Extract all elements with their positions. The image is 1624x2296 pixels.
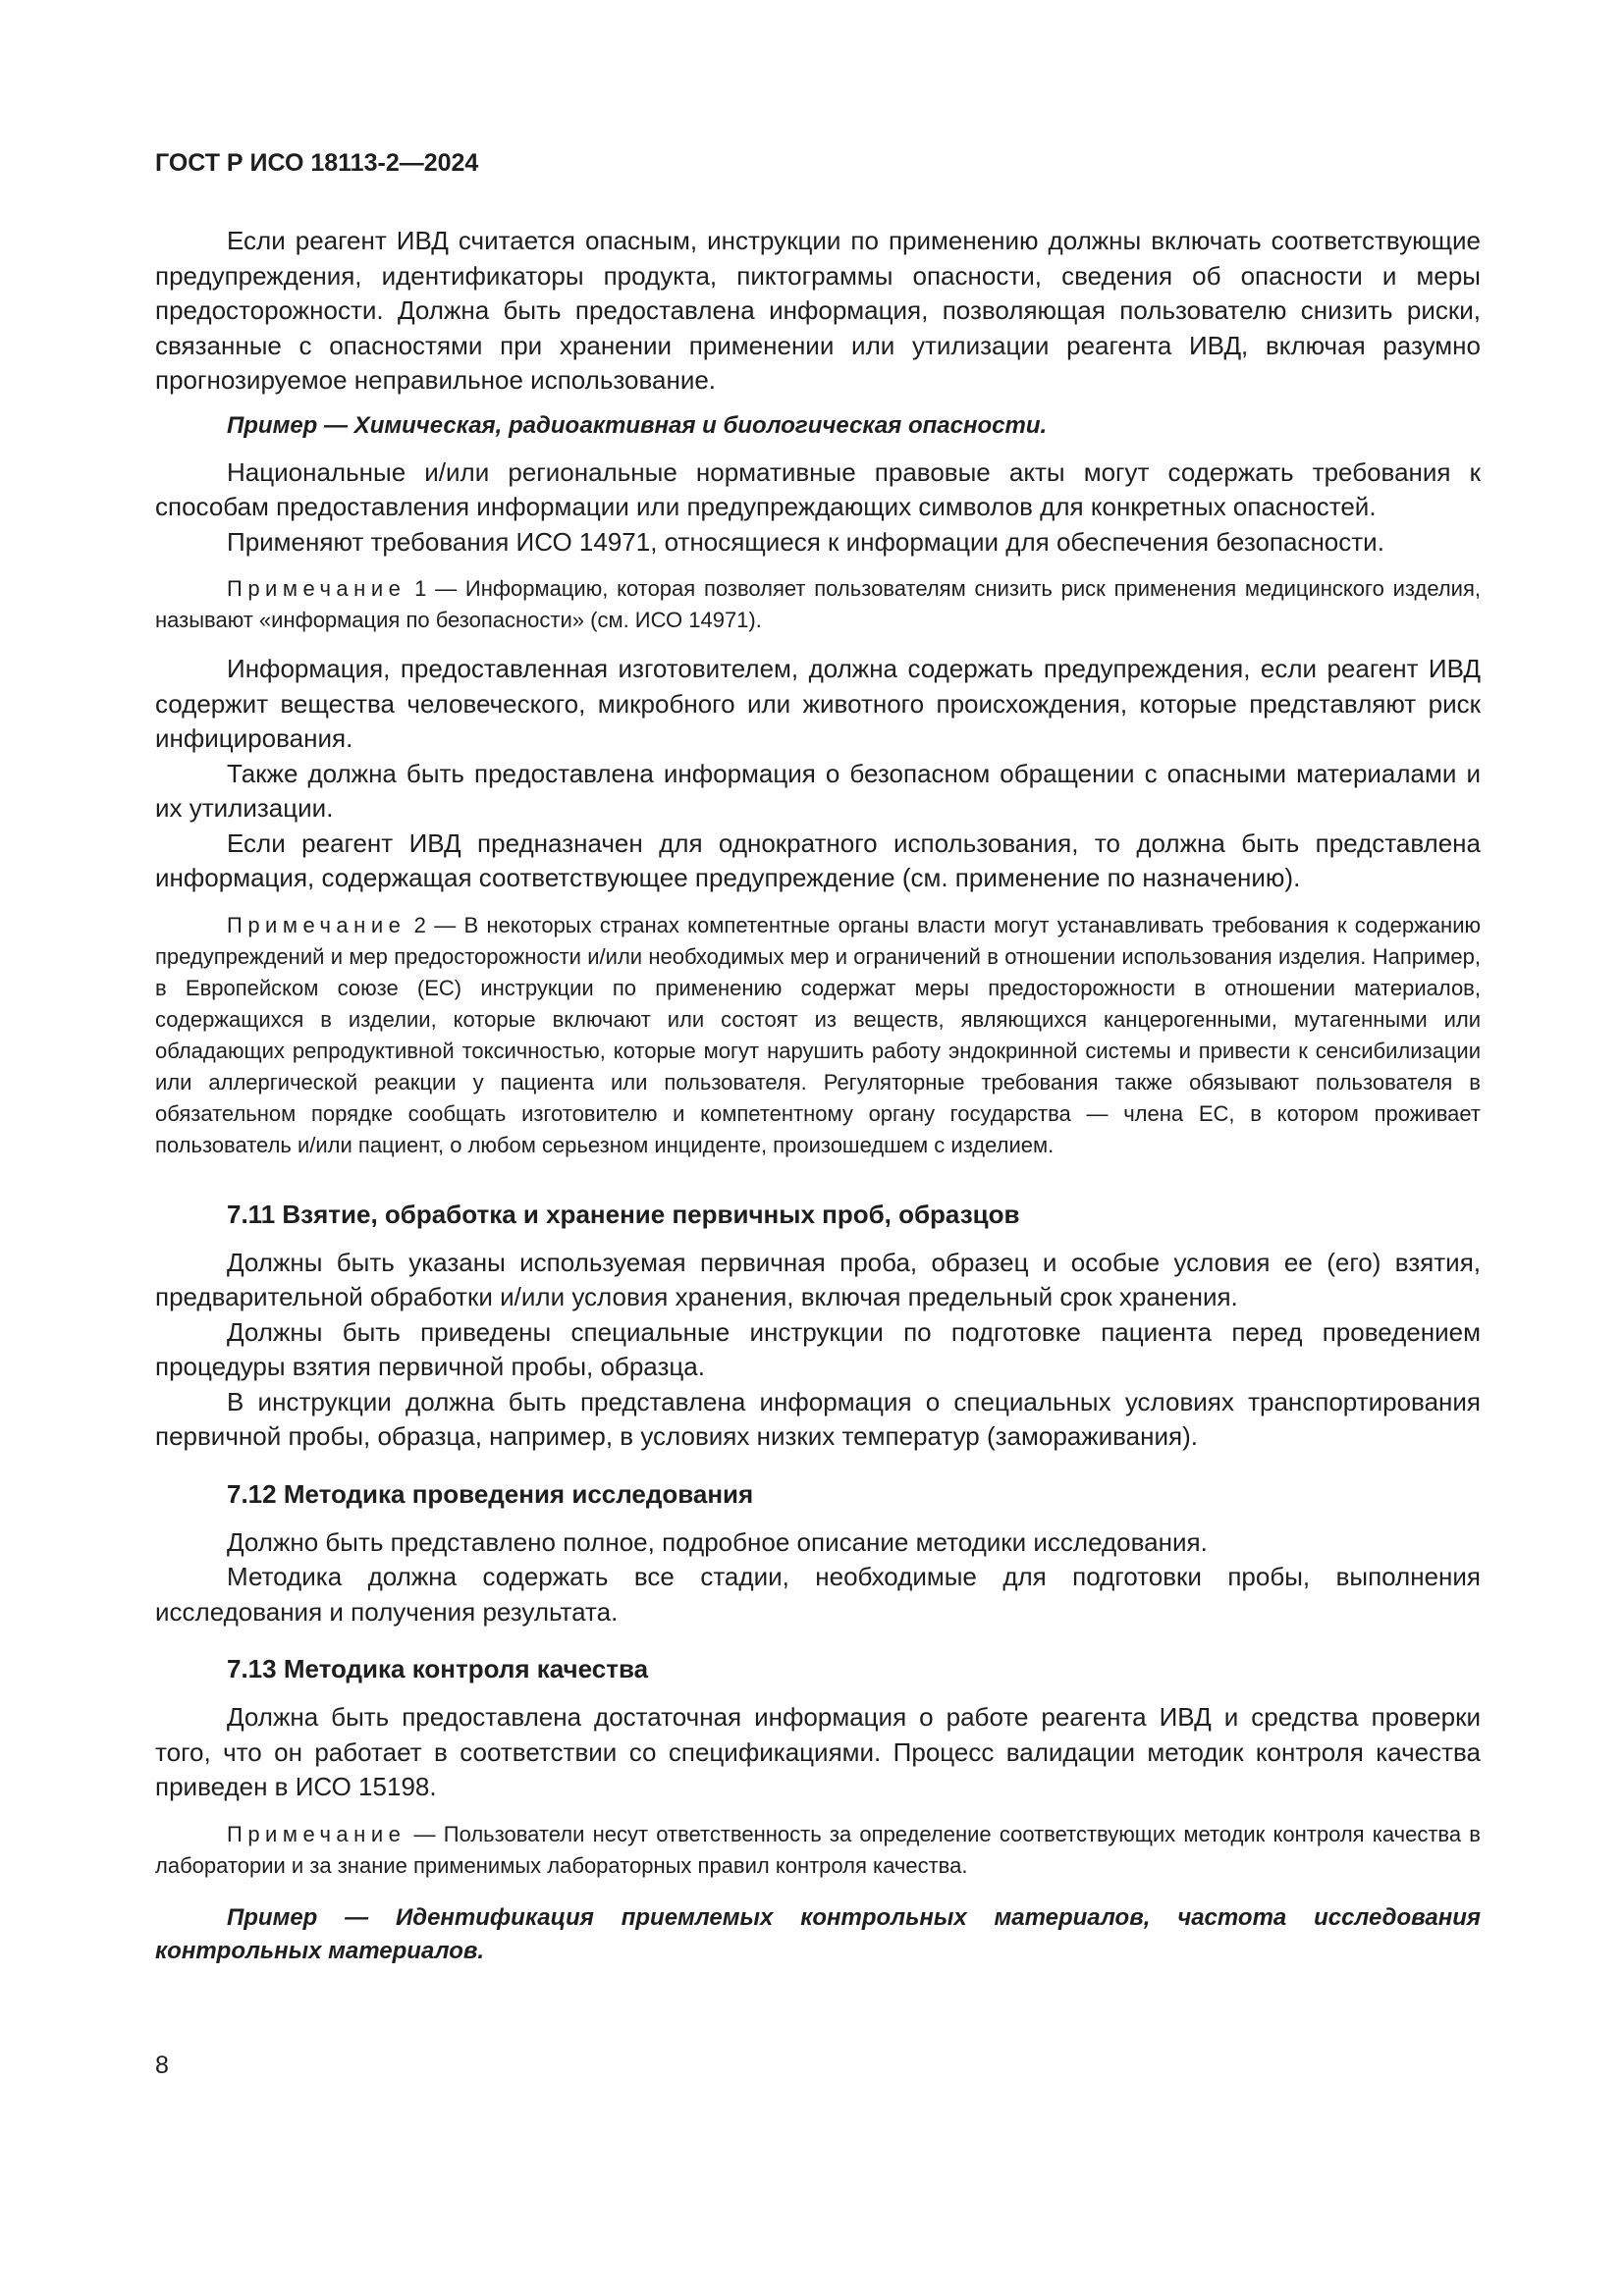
paragraph: Должно быть представлено полное, подробное описание методики исследования.	[227, 1526, 1208, 1557]
note-text: — Пользователи несут ответственность за определение соответствующих методик контроля качества в лаборатории и за знание применимых лабораторных правил контроля качества.	[155, 1821, 1481, 1878]
document-header: ГОСТ Р ИСО 18113-2—2024	[155, 149, 479, 177]
paragraph: Должна быть предоставлена достаточная информация о работе реагента ИВД и средства проверки того, что он работает в соответствии со спецификациями. Процесс валидации методик контроля качества приведен в ИСО 15198.	[155, 1702, 1481, 1801]
section-title-7-12: 7.12 Методика проведения исследования	[227, 1478, 754, 1509]
note-label: Примечание	[227, 576, 406, 601]
paragraph: В инструкции должна быть представлена информация о специальных условиях транспортирования первичной пробы, образца, например, в условиях низких температур (замораживания).	[155, 1386, 1481, 1451]
paragraph: Методика должна содержать все стадии, необходимые для подготовки пробы, выполнения исследования и получения результата.	[155, 1562, 1481, 1627]
note-text: 1 — Информацию, которая позволяет пользователям снизить риск применения медицинского изделия, называют «информация по безопасности» (см. ИСО 14971).	[155, 576, 1481, 632]
paragraph: Национальные и/или региональные нормативные правовые акты могут содержать требования к способам предоставления информации или предупреждающих символов для конкретных опасностей.	[155, 456, 1481, 521]
section-title-7-11: 7.11 Взятие, обработка и хранение первичных проб, образцов	[227, 1199, 1020, 1229]
paragraph: Должны быть приведены специальные инструкции по подготовке пациента перед проведением процедуры взятия первичной пробы, образца.	[155, 1316, 1481, 1381]
note-label: Примечание	[227, 1821, 406, 1846]
section-title-7-13: 7.13 Методика контроля качества	[227, 1654, 649, 1683]
paragraph: Применяют требования ИСО 14971, относящиеся к информации для обеспечения безопасности.	[227, 526, 1384, 557]
paragraph: Информация, предоставленная изготовителем, должна содержать предупреждения, если реагент ИВД содержит вещества человеческого, микробного или животного происхождения, которые представляют риск инфицирования.	[155, 654, 1481, 753]
paragraph: Если реагент ИВД считается опасным, инструкции по применению должны включать соответствующие предупреждения, идентификаторы продукта, пиктограммы опасности, сведения об опасности и меры предосторожности. Должна быть предоставлена информация, позволяющая пользователю снизить риски, связанные с опасностями при хранении применении или утилизации реагента ИВД, включая разумно прогнозируемое неправильное использование.	[155, 226, 1481, 395]
example-text: Пример — Идентификация приемлемых контрольных материалов, частота исследования контрольных материалов.	[155, 1903, 1481, 1964]
page-number: 8	[155, 2052, 169, 2079]
note-3	[155, 1819, 1481, 1882]
paragraph: Если реагент ИВД предназначен для однократного использования, то должна быть представлена информация, содержащая соответствующее предупреждение (см. применение по назначению).	[155, 828, 1481, 892]
note-label: Примечание	[227, 912, 406, 937]
paragraph: Также должна быть предоставлена информация о безопасном обращении с опасными материалами и их утилизации.	[155, 758, 1481, 823]
paragraph: Должны быть указаны используемая первичная проба, образец и особые условия ее (его) взятия, предварительной обработки и/или условия хранения, включая предельный срок хранения.	[155, 1247, 1481, 1311]
note-2	[155, 910, 1481, 1161]
note-1	[155, 573, 1481, 636]
page-content	[155, 224, 1481, 1968]
note-text: 2 — В некоторых странах компетентные органы власти могут устанавливать требования к содержанию предупреждений и мер предосторожности и/или необходимых мер и ограничений в отношении использования изделия. Например, в Европейском союзе (ЕС) инструкции по применению содержат меры предосторожности в отношении материалов, содержащихся в изделии, которые включают или состоят из веществ, являющихся канцерогенными, мутагенными или обладающих репродуктивной токсичностью, которые могут нарушить работу эндокринной системы и привести к сенсибилизации или аллергической реакции у пациента или пользователя. Регуляторные требования также обязывают пользователя в обязательном порядке сообщать изготовителю и компетентному органу государства — члена ЕС, в котором проживает пользователь и/или пациент, о любом серьезном инциденте, произошедшем с изделием.	[155, 912, 1481, 1157]
example-text: Пример — Химическая, радиоактивная и биологическая опасности.	[227, 411, 1048, 439]
